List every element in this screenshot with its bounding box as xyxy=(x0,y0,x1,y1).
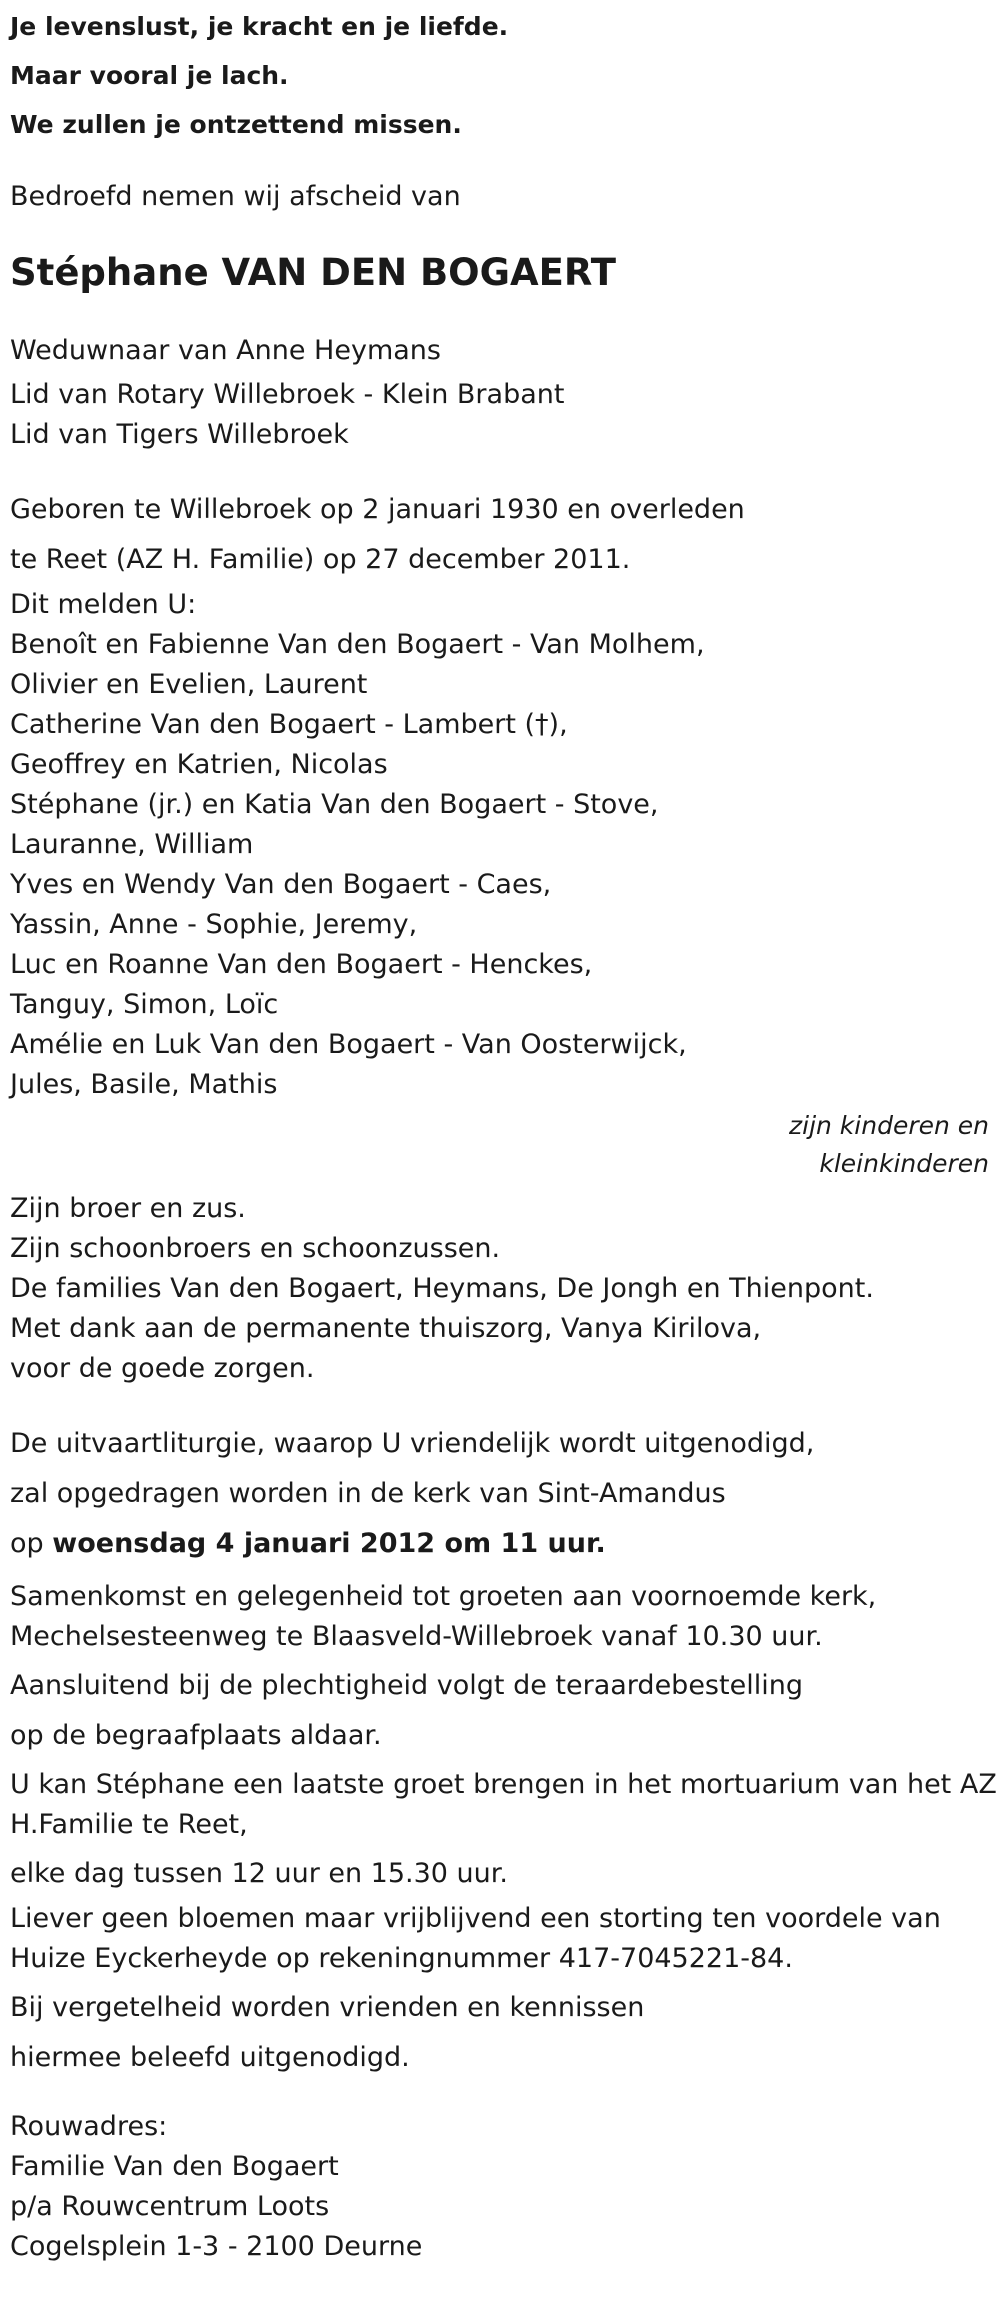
child-line: Olivier en Evelien, Laurent xyxy=(10,669,368,700)
ceremony-line: zal opgedragen worden in de kerk van Sint-Amandus xyxy=(10,1478,726,1509)
child-line: Amélie en Luk Van den Bogaert - Van Oosterwijck, xyxy=(10,1029,687,1060)
gathering-line: Samenkomst en gelegenheid tot groeten aan voornoemde kerk, xyxy=(10,1581,877,1612)
ceremony xyxy=(10,1419,997,2083)
address-line: Familie Van den Bogaert xyxy=(10,2151,339,2182)
intro-line: Maar vooral je lach. xyxy=(10,61,289,90)
intro-line: We zullen je ontzettend missen. xyxy=(10,110,462,139)
mortuary-line: H.Familie te Reet, xyxy=(10,1809,248,1840)
other-family-line: voor de goede zorgen. xyxy=(10,1353,315,1384)
birth-death-line: Geboren te Willebroek op 2 januari 1930 en overleden xyxy=(10,494,745,525)
other-family-line: Zijn schoonbroers en schoonzussen. xyxy=(10,1233,501,1264)
address-line: p/a Rouwcentrum Loots xyxy=(10,2191,330,2222)
burial-line: op de begraafplaats aldaar. xyxy=(10,1720,382,1751)
child-line: Yves en Wendy Van den Bogaert - Caes, xyxy=(10,869,552,900)
birth-death-line: te Reet (AZ H. Familie) op 27 december 2011. xyxy=(10,544,631,575)
child-line: Catherine Van den Bogaert - Lambert (†), xyxy=(10,709,568,740)
other-family-line: Met dank aan de permanente thuiszorg, Vanya Kirilova, xyxy=(10,1313,762,1344)
birth-death xyxy=(10,485,990,585)
children-label-line: zijn kinderen en xyxy=(789,1111,989,1140)
child-line: Yassin, Anne - Sophie, Jeremy, xyxy=(10,909,418,940)
obituary xyxy=(10,0,997,2267)
address-label: Rouwadres: xyxy=(10,2111,168,2142)
other-family xyxy=(10,1189,990,1389)
ceremony-date xyxy=(10,1519,990,1569)
children-label-line: kleinkinderen xyxy=(819,1149,989,1178)
burial-line: Aansluitend bij de plechtigheid volgt de teraardebestelling xyxy=(10,1670,803,1701)
child-line: Jules, Basile, Mathis xyxy=(10,1069,278,1100)
child-line: Geoffrey en Katrien, Nicolas xyxy=(10,749,388,780)
child-line: Lauranne, William xyxy=(10,829,254,860)
child-line: Tanguy, Simon, Loïc xyxy=(10,989,279,1020)
membership-line: Lid van Rotary Willebroek - Klein Brabant xyxy=(10,379,565,410)
deceased-name: Stéphane VAN DEN BOGAERT xyxy=(10,251,616,294)
child-line: Luc en Roanne Van den Bogaert - Henckes, xyxy=(10,949,593,980)
visiting-hours: elke dag tussen 12 uur en 15.30 uur. xyxy=(10,1858,508,1889)
family-intro: Dit melden U: xyxy=(10,589,197,620)
address-line: Cogelsplein 1-3 - 2100 Deurne xyxy=(10,2231,423,2262)
other-family-line: De families Van den Bogaert, Heymans, De Jongh en Thienpont. xyxy=(10,1273,874,1304)
family-list xyxy=(10,585,990,1105)
donation-line: Liever geen bloemen maar vrijblijvend een storting ten voordele van xyxy=(10,1903,941,1934)
invitation-line: Bij vergetelheid worden vrienden en kennissen xyxy=(10,1992,645,2023)
invitation-line: hiermee beleefd uitgenodigd. xyxy=(10,2042,410,2073)
intro-line: Je levenslust, je kracht en je liefde. xyxy=(10,12,509,41)
intro-block xyxy=(10,2,990,149)
membership-line: Weduwnaar van Anne Heymans xyxy=(10,335,441,366)
ceremony-date-prefix: op xyxy=(10,1528,44,1559)
children-label xyxy=(10,1107,990,1183)
gathering-line: Mechelsesteenweg te Blaasveld-Willebroek vanaf 10.30 uur. xyxy=(10,1621,823,1652)
ceremony-line: De uitvaartliturgie, waarop U vriendelijk wordt uitgenodigd, xyxy=(10,1428,815,1459)
membership-line: Lid van Tigers Willebroek xyxy=(10,419,349,450)
memberships xyxy=(10,327,990,455)
other-family-line: Zijn broer en zus. xyxy=(10,1193,246,1224)
mourning-address xyxy=(10,2107,990,2267)
child-line: Stéphane (jr.) en Katia Van den Bogaert - Stove, xyxy=(10,789,659,820)
child-line: Benoît en Fabienne Van den Bogaert - Van Molhem, xyxy=(10,629,705,660)
ceremony-date-bold: woensdag 4 januari 2012 om 11 uur. xyxy=(52,1528,606,1559)
donation-line: Huize Eyckerheyde op rekeningnummer 417-7045221-84. xyxy=(10,1943,793,1974)
mortuary-line: U kan Stéphane een laatste groet brengen in het mortuarium van het AZ xyxy=(10,1769,997,1800)
announcement: Bedroefd nemen wij afscheid van xyxy=(10,181,461,212)
